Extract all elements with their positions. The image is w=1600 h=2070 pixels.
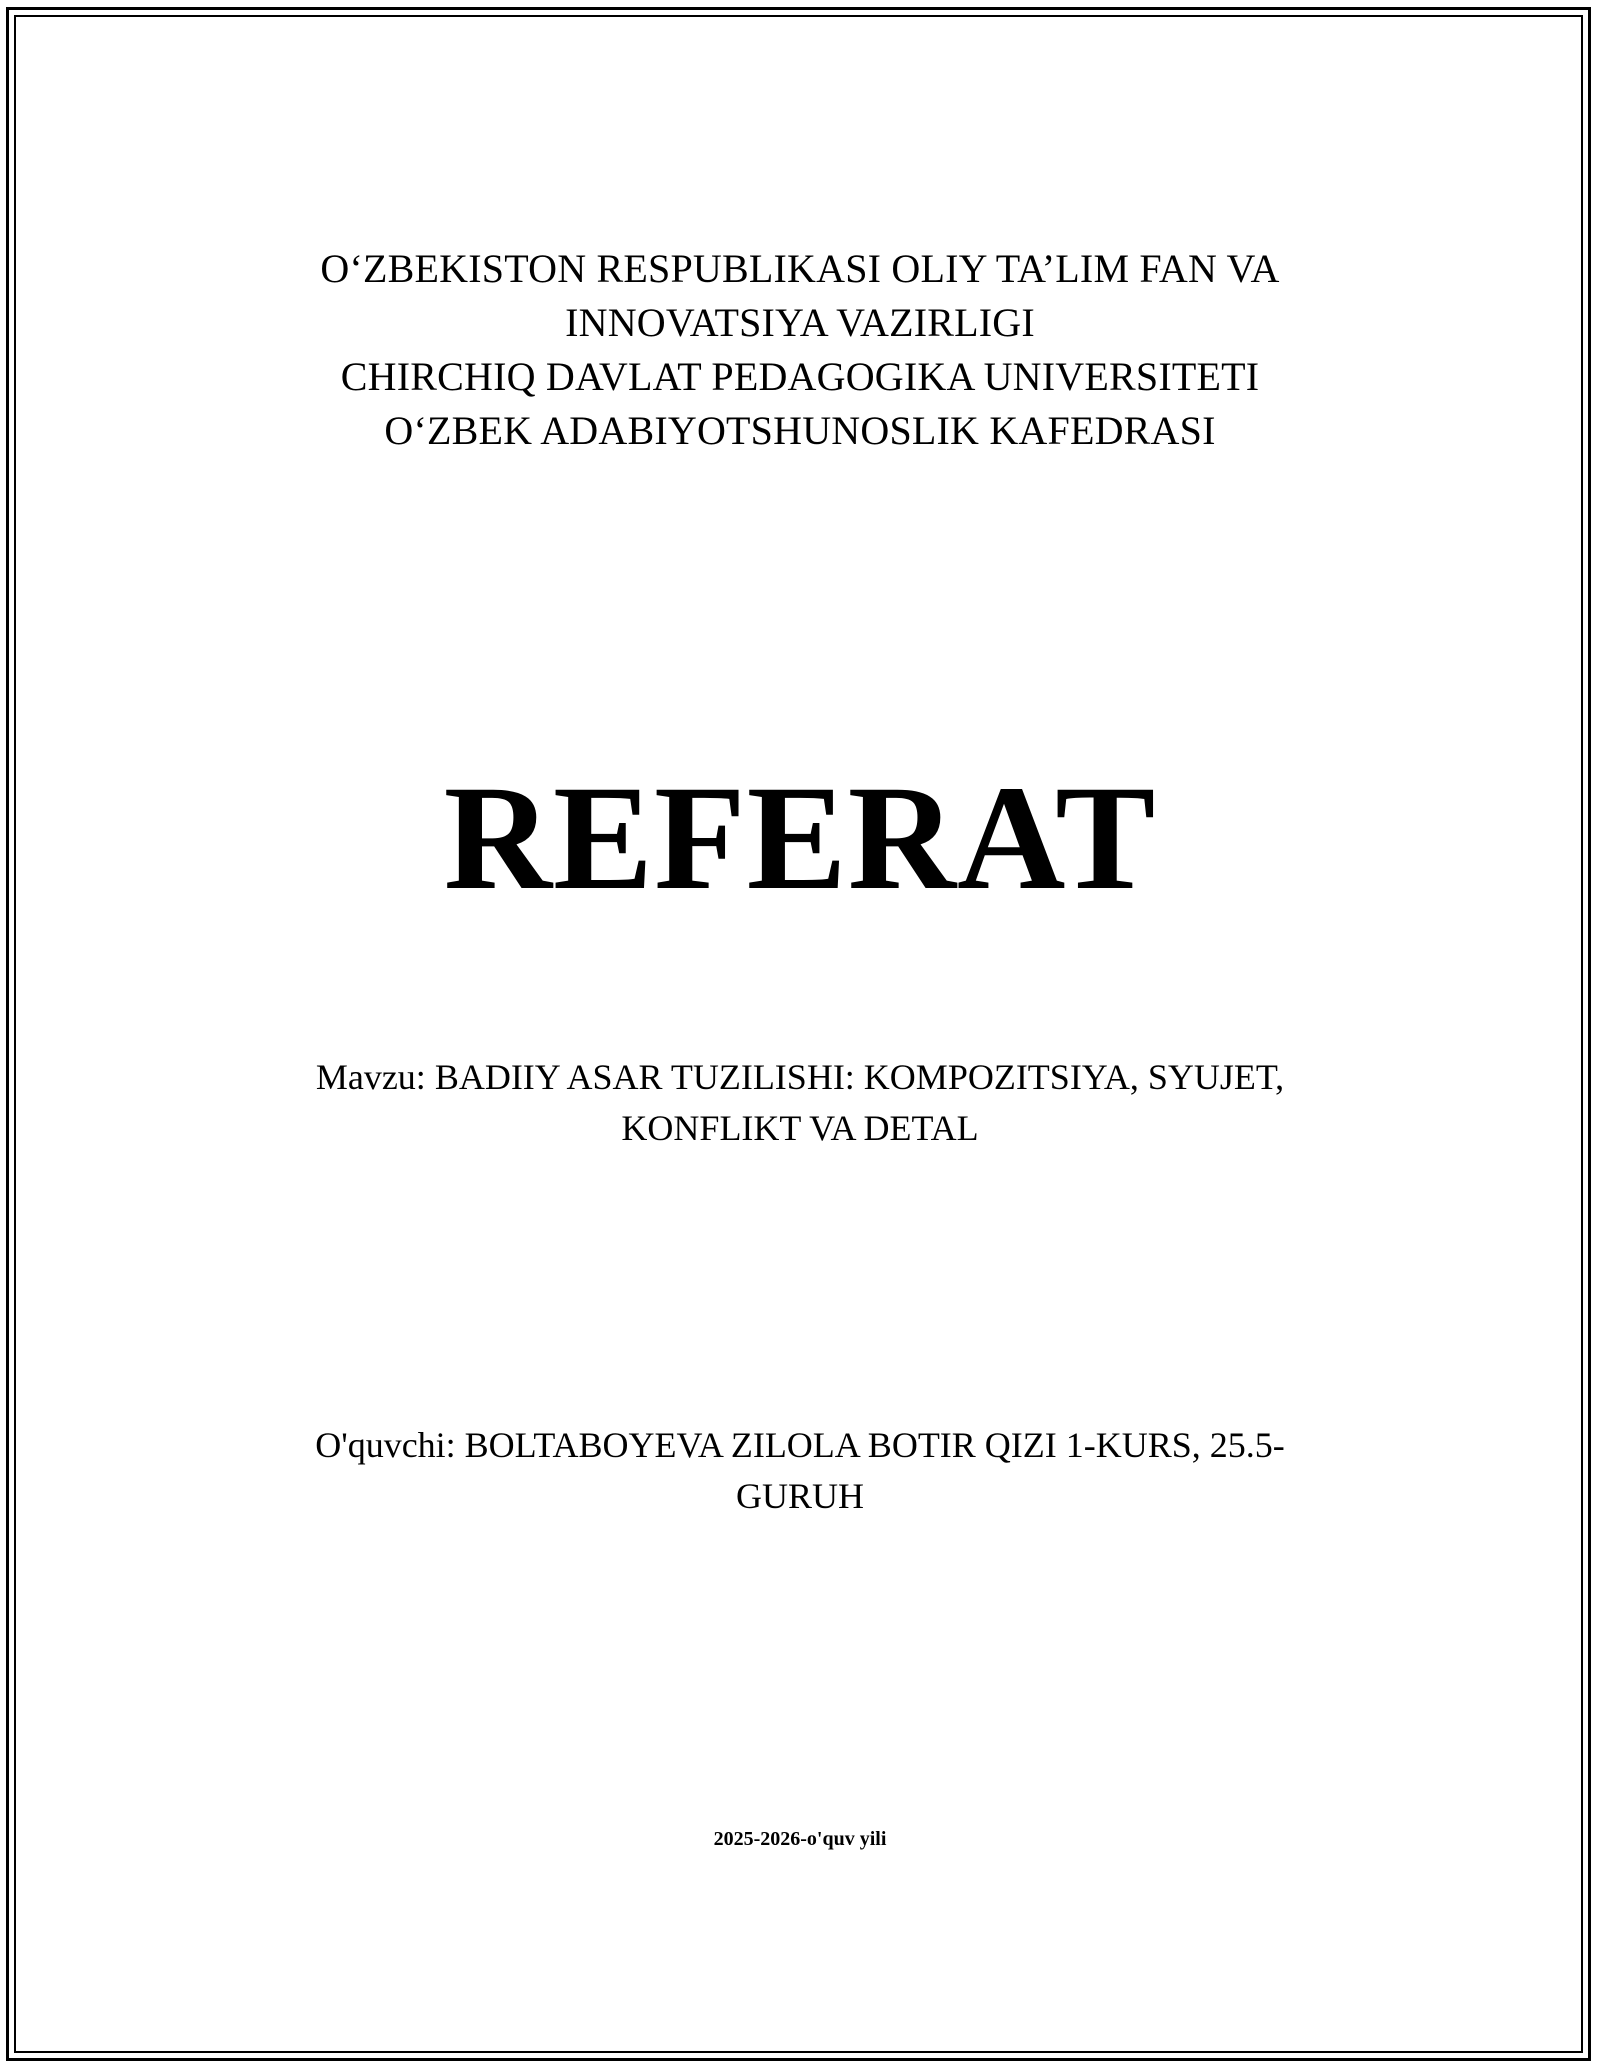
student-text: O'quvchi: BOLTABOYEVA ZILOLA BOTIR QIZI 1-KURS, 25.5-GURUH: [315, 1425, 1285, 1516]
academic-year: 2025-2026-o'quv yili: [713, 1828, 887, 1850]
topic-section: [0, 1052, 1600, 1154]
header-line-department: O‘ZBEK ADABIYOTSHUNOSLIK KAFEDRASI: [384, 408, 1216, 453]
header-line-ministry-1: O‘ZBEKISTON RESPUBLIKASI OLIY TA’LIM FAN VA: [320, 246, 1280, 291]
header-line-ministry-2: INNOVATSIYA VAZIRLIGI: [565, 300, 1035, 345]
document-title: REFERAT: [443, 755, 1157, 921]
institution-header: [0, 242, 1600, 458]
student-section: [0, 1420, 1600, 1522]
topic-text: Mavzu: BADIIY ASAR TUZILISHI: KOMPOZITSIYA, SYUJET, KONFLIKT VA DETAL: [315, 1057, 1285, 1148]
header-line-university: CHIRCHIQ DAVLAT PEDAGOGIKA UNIVERSITETI: [340, 354, 1260, 399]
